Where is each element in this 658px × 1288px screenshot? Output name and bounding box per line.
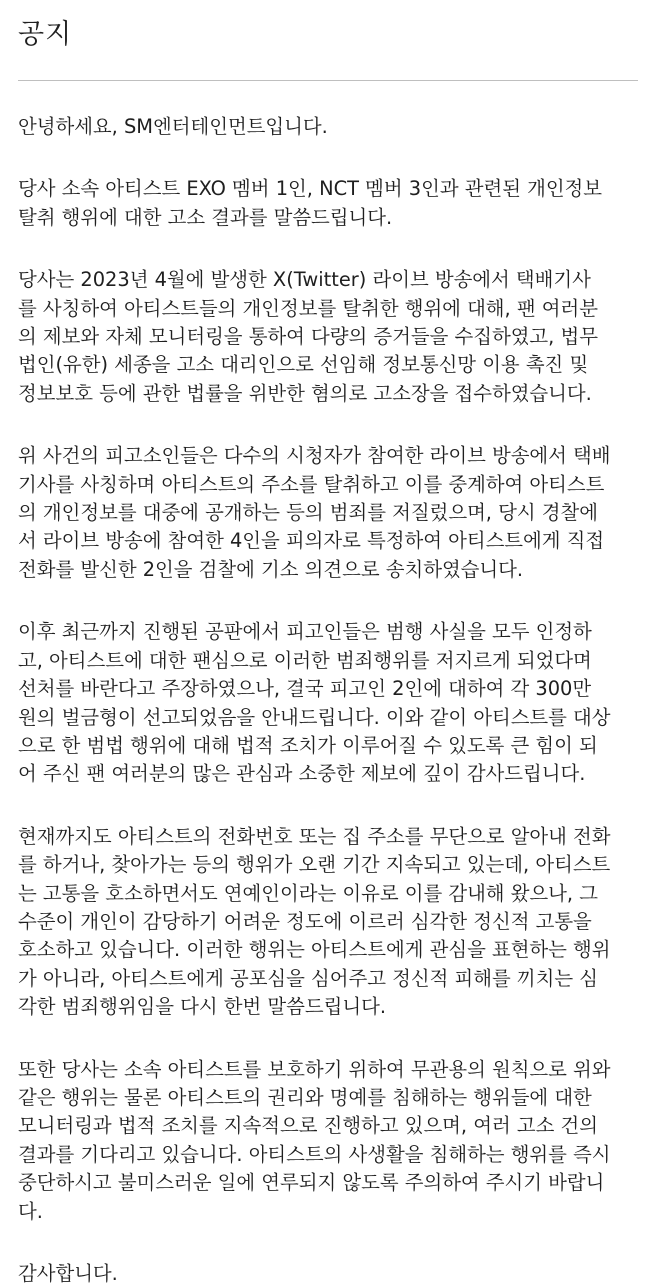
notice-paragraph [18, 175, 638, 232]
paragraph-line: 원의 벌금형이 선고되었음을 안내드립니다. 이와 같이 아티스트를 대상 [18, 705, 611, 729]
paragraph-line: 는 고통을 호소하면서도 연예인이라는 이유로 이를 감내해 왔으나, 그 [18, 881, 598, 905]
notice-paragraph [18, 823, 638, 1022]
paragraph-line: 안녕하세요, SM엔터테인먼트입니다. [18, 115, 328, 138]
paragraph-line: 법인(유한) 세종을 고소 대리인으로 선임해 정보통신망 이용 촉진 및 [18, 353, 589, 377]
paragraph-line: 같은 행위는 물론 아티스트의 권리와 명예를 침해하는 행위들에 대한 [18, 1085, 592, 1109]
notice-paragraph [18, 1056, 638, 1226]
paragraph-line: 고, 아티스트에 대한 팬심으로 이러한 범죄행위를 저지르게 되었다며 [18, 648, 592, 672]
page-title: 공지 [18, 19, 73, 50]
paragraph-line: 위 사건의 피고소인들은 다수의 시청자가 참여한 라이브 방송에서 택배 [18, 444, 611, 468]
paragraph-line: 당사는 2023년 4월에 발생한 X(Twitter) 라이브 방송에서 택배기사 [18, 268, 591, 292]
paragraph-line: 감사합니다. [18, 1262, 118, 1285]
notice-paragraph [18, 618, 638, 788]
paragraph-line: 어 주신 팬 여러분의 많은 관심과 소중한 제보에 깊이 감사드립니다. [18, 762, 586, 786]
notice-body [18, 113, 638, 1288]
paragraph-line: 가 아니라, 아티스트에게 공포심을 심어주고 정신적 피해를 끼치는 심 [18, 966, 598, 990]
paragraph-line: 서 라이브 방송에 참여한 4인을 피의자로 특정하여 아티스트에게 직접 [18, 529, 605, 553]
paragraph-line: 이후 최근까지 진행된 공판에서 피고인들은 범행 사실을 모두 인정하 [18, 620, 592, 644]
paragraph-line: 의 개인정보를 대중에 공개하는 등의 범죄를 저질렀으며, 당시 경찰에 [18, 501, 598, 525]
paragraph-line: 다. [18, 1199, 43, 1223]
paragraph-line: 각한 범죄행위임을 다시 한번 말씀드립니다. [18, 995, 386, 1019]
paragraph-line: 당사 소속 아티스트 EXO 멤버 1인, NCT 멤버 3인과 관련된 개인정보 [18, 177, 603, 201]
paragraph-line: 결과를 기다리고 있습니다. 아티스트의 사생활을 침해하는 행위를 즉시 [18, 1142, 611, 1166]
paragraph-line: 호소하고 있습니다. 이러한 행위는 아티스트에게 관심을 표현하는 행위 [18, 938, 611, 962]
notice-paragraph [18, 113, 638, 141]
paragraph-line: 기사를 사칭하며 아티스트의 주소를 탈취하고 이를 중계하여 아티스트 [18, 472, 605, 496]
paragraph-line: 모니터링과 법적 조치를 지속적으로 진행하고 있으며, 여러 고소 건의 [18, 1114, 598, 1138]
paragraph-line: 수준이 개인이 감당하기 어려운 정도에 이르러 심각한 정신적 고통을 [18, 909, 592, 933]
notice-paragraph [18, 442, 638, 584]
paragraph-line: 의 제보와 자체 모니터링을 통하여 다량의 증거들을 수집하였고, 법무 [18, 325, 598, 349]
paragraph-line: 또한 당사는 소속 아티스트를 보호하기 위하여 무관용의 원칙으로 위와 [18, 1057, 611, 1081]
paragraph-line: 정보보호 등에 관한 법률을 위반한 혐의로 고소장을 접수하였습니다. [18, 381, 592, 405]
notice-paragraph [18, 1260, 638, 1288]
title-divider [18, 80, 638, 81]
paragraph-line: 으로 한 범법 행위에 대해 법적 조치가 이루어질 수 있도록 큰 힘이 되 [18, 733, 598, 757]
paragraph-line: 전화를 발신한 2인을 검찰에 기소 의견으로 송치하였습니다. [18, 557, 524, 581]
notice-paragraph [18, 266, 638, 408]
paragraph-line: 탈취 행위에 대한 고소 결과를 말씀드립니다. [18, 205, 393, 229]
paragraph-line: 를 하거나, 찾아가는 등의 행위가 오랜 기간 지속되고 있는데, 아티스트 [18, 853, 611, 877]
paragraph-line: 를 사칭하여 아티스트들의 개인정보를 탈취한 행위에 대해, 팬 여러분 [18, 296, 598, 320]
paragraph-line: 중단하시고 불미스러운 일에 연루되지 않도록 주의하여 주시기 바랍니 [18, 1171, 605, 1195]
paragraph-line: 현재까지도 아티스트의 전화번호 또는 집 주소를 무단으로 알아내 전화 [18, 824, 611, 848]
paragraph-line: 선처를 바란다고 주장하였으나, 결국 피고인 2인에 대하여 각 300만 [18, 677, 592, 701]
